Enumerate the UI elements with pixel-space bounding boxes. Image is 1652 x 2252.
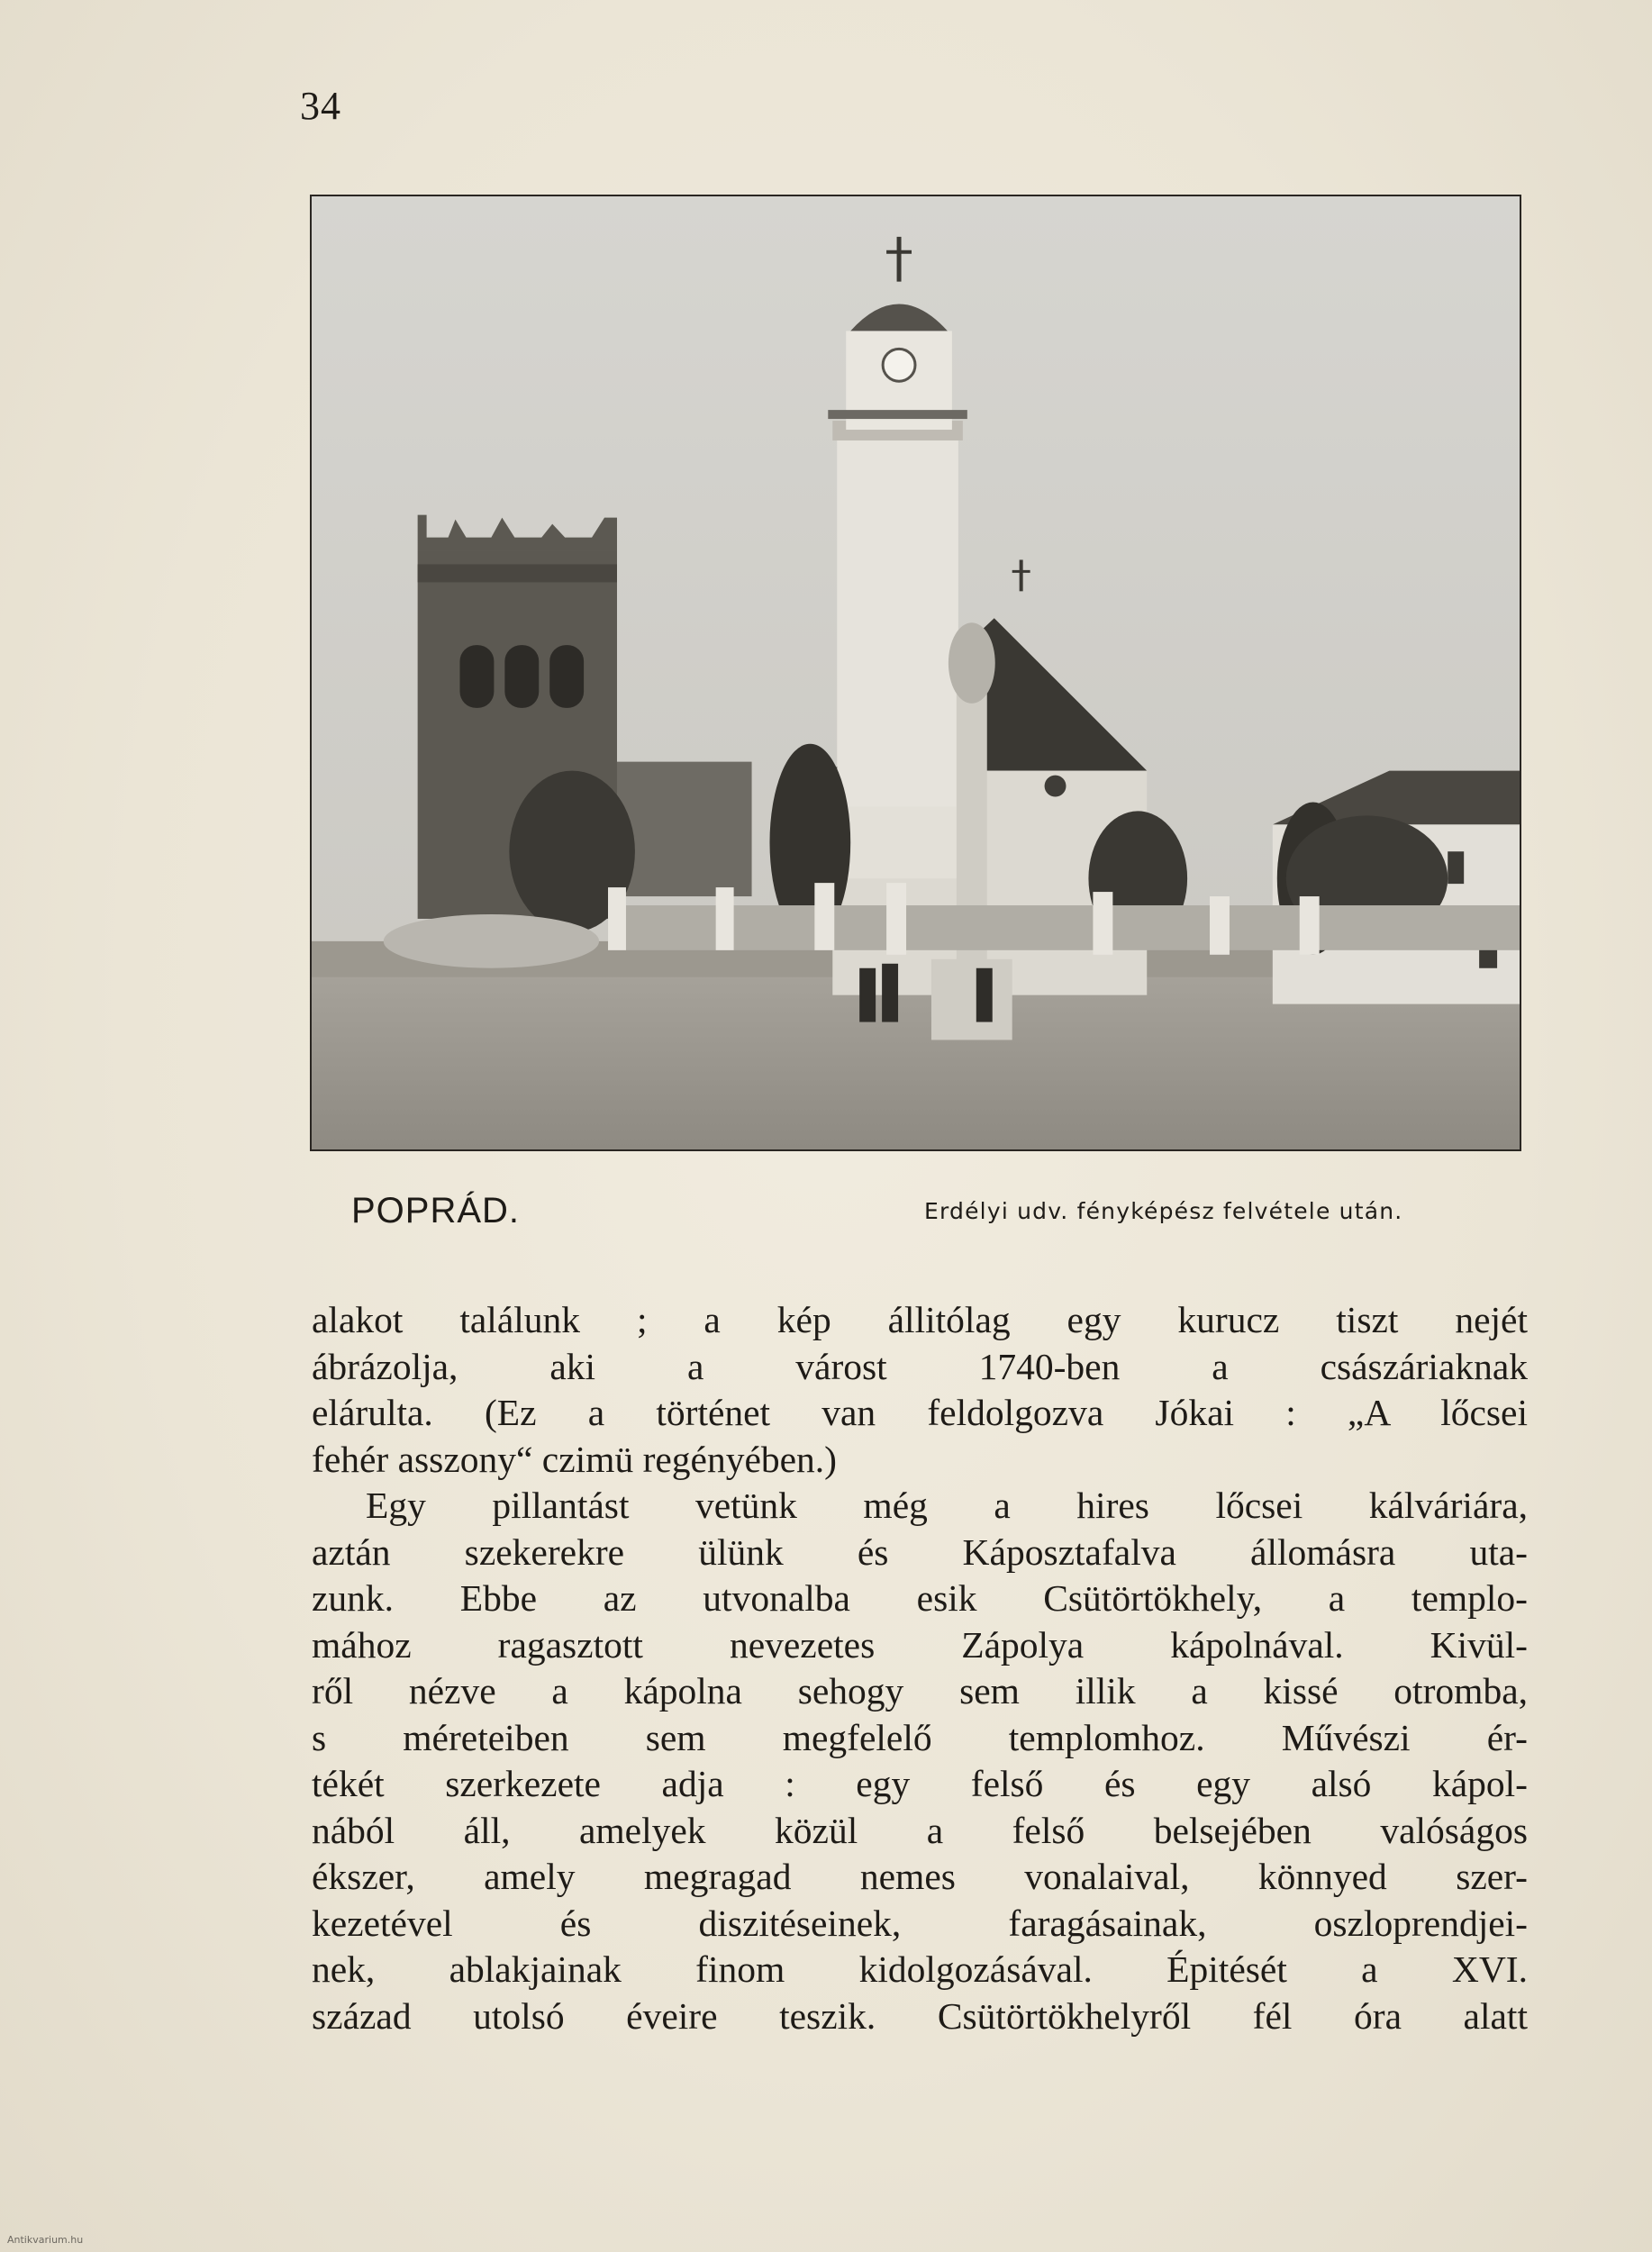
text-line: ékszer, amely megragad nemes vonalaival, könnyed szer- (312, 1856, 1528, 1897)
text-line: ábrázolja, aki a várost 1740-ben a császáriaknak (312, 1345, 1528, 1387)
church-photo-illustration (312, 196, 1520, 1149)
figure-caption-title: POPRÁD. (351, 1191, 521, 1230)
text-line: aztán szekerekre ülünk és Káposztafalva állomásra uta- (312, 1530, 1528, 1573)
text-line: kezetével és diszitéseinek, faragásainak, oszloprendjei- (312, 1902, 1528, 1944)
text-line: század utolsó éveire teszik. Csütörtökhelyről fél óra alatt (312, 1994, 1528, 2037)
text-line: fehér asszony“ czimü regényében.) (312, 1438, 838, 1480)
watermark: Antikvarium.hu (7, 2234, 84, 2246)
text-line: ről nézve a kápolna sehogy sem illik a kissé otromba, (312, 1670, 1528, 1712)
text-line: mához ragasztott nevezetes Zápolya kápolnával. Kivül- (312, 1623, 1528, 1666)
text-line: s méreteiben sem megfelelő templomhoz. Művészi ér- (312, 1716, 1528, 1758)
page-number: 34 (300, 84, 341, 128)
text-line: tékét szerkezete adja : egy felső és egy alsó kápol- (312, 1763, 1528, 1804)
text-line: nek, ablakjainak finom kidolgozásával. Épitését a XVI. (312, 1948, 1528, 1990)
text-line: nából áll, amelyek közül a felső belsejében valóságos (312, 1809, 1528, 1851)
photograph-poprad-church (310, 195, 1521, 1151)
figure-caption-credit: Erdélyi udv. fényképész felvétele után. (924, 1198, 1403, 1224)
text-line: zunk. Ebbe az utvonalba esik Csütörtökhely, a templo- (312, 1577, 1528, 1619)
text-line: alakot találunk ; a kép állitólag egy kurucz tiszt nejét (312, 1299, 1528, 1340)
body-text (312, 1297, 1528, 2039)
text-line: elárulta. (Ez a történet van feldolgozva Jókai : „A lőcsei (312, 1392, 1528, 1433)
text-line: Egy pillantást vetünk még a hires lőcsei kálváriára, (366, 1485, 1528, 1526)
